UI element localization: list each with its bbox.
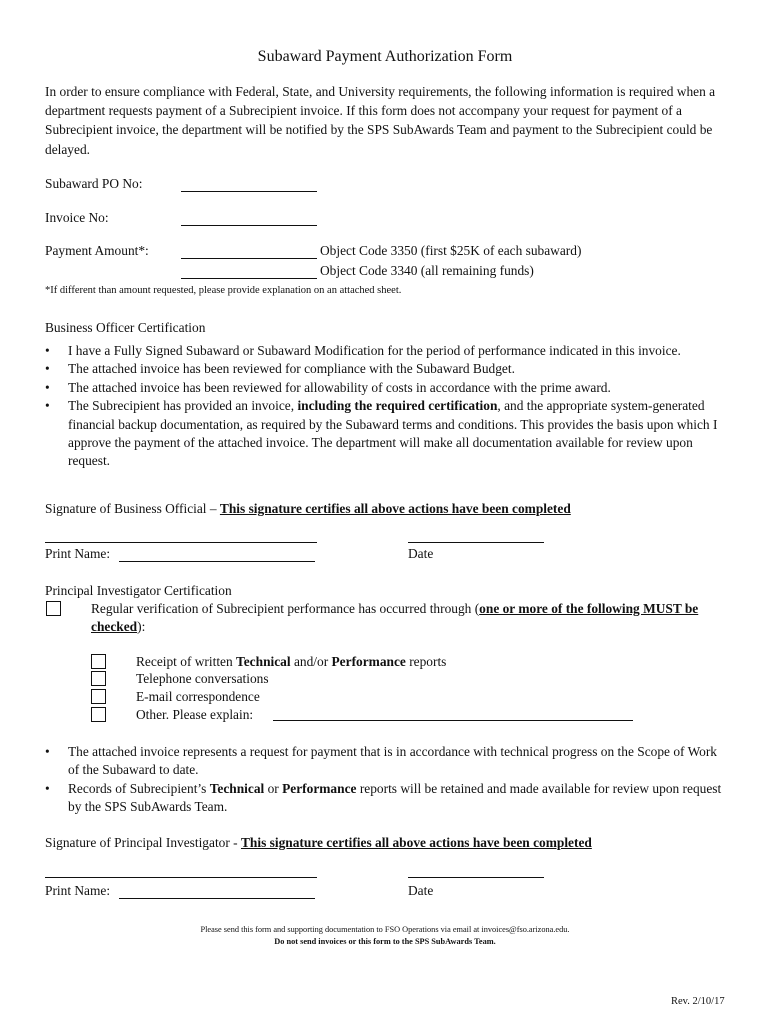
- list-item: • The attached invoice represents a request for payment that is in accordance with technical progress on the Scope of Work of the Subaward to date.: [45, 744, 717, 778]
- technical-reports-checkbox[interactable]: [91, 654, 106, 669]
- pi-date-label: Date: [408, 883, 434, 898]
- business-signature-field[interactable]: [45, 542, 317, 543]
- other-option: Other. Please explain:: [136, 707, 254, 722]
- object-code-3350-label: Object Code 3350 (first $25K of each subaward): [320, 243, 582, 258]
- business-signature-label: Signature of Business Official – This signature certifies all above actions have been completed: [45, 501, 571, 516]
- other-explain-field[interactable]: [273, 720, 633, 721]
- pi-print-name-label: Print Name:: [45, 883, 111, 898]
- list-item: • I have a Fully Signed Subaward or Subaward Modification for the period of performance indicated in this invoice.: [45, 343, 681, 358]
- pi-signature-label: Signature of Principal Investigator - This signature certifies all above actions have been completed: [45, 835, 592, 850]
- subaward-po-field[interactable]: [181, 191, 317, 192]
- pi-date-field[interactable]: [408, 877, 544, 878]
- telephone-checkbox[interactable]: [91, 671, 106, 686]
- pi-list: [45, 743, 725, 817]
- business-officer-heading: Business Officer Certification: [45, 320, 206, 335]
- invoice-no-label: Invoice No:: [45, 210, 109, 225]
- payment-amount-3340-field[interactable]: [181, 278, 317, 279]
- business-print-name-label: Print Name:: [45, 546, 111, 561]
- pi-heading: Principal Investigator Certification: [45, 583, 232, 598]
- pi-print-name-field[interactable]: [119, 898, 315, 899]
- other-checkbox[interactable]: [91, 707, 106, 722]
- list-item: • The attached invoice has been reviewed for compliance with the Subaward Budget.: [45, 361, 515, 377]
- list-item: • The attached invoice has been reviewed for allowability of costs in accordance with the prime award.: [45, 379, 611, 395]
- object-code-3340-label: Object Code 3340 (all remaining funds): [320, 263, 534, 278]
- telephone-option: Telephone conversations: [136, 671, 269, 686]
- payment-amount-3350-field[interactable]: [181, 258, 317, 259]
- form-title: Subaward Payment Authorization Form: [257, 48, 513, 65]
- intro-paragraph: In order to ensure compliance with Federal, State, and University requirements, the following information is required when a department requests payment of a Subrecipient invoice. If this form does not accompany your request for payment of a Subrecipient invoice, the department will be notified by the SPS SubAwards Team and payment to the Subrecipient could be delayed.: [45, 84, 716, 157]
- footer-warning: Do not send invoices or this form to the SPS SubAwards Team.: [274, 937, 496, 946]
- regular-verification-checkbox[interactable]: [46, 601, 61, 616]
- revision-date: Rev. 2/10/17: [671, 996, 725, 1007]
- business-officer-list: [45, 342, 725, 471]
- list-item: • Records of Subrecipient’s Technical or Performance reports will be retained and made available for review upon request by the SPS SubAwards Team.: [45, 780, 722, 815]
- business-date-label: Date: [408, 546, 434, 561]
- pi-signature-field[interactable]: [45, 877, 317, 878]
- email-option: E-mail correspondence: [136, 689, 260, 704]
- footer-send-instructions: Please send this form and supporting documentation to FSO Operations via email at invoices@fso.arizona.edu.: [200, 925, 570, 934]
- regular-verification-text: Regular verification of Subrecipient performance has occurred through (one or more of the following MUST be checked):: [91, 601, 699, 635]
- subaward-po-label: Subaward PO No:: [45, 176, 143, 191]
- business-date-field[interactable]: [408, 542, 544, 543]
- invoice-no-field[interactable]: [181, 225, 317, 226]
- payment-amount-label: Payment Amount*:: [45, 243, 149, 258]
- list-item: • The Subrecipient has provided an invoice, including the required certification, and the appropriate system-generated financial backup documentation, as required by the Subaward terms and conditions. This provides the basis upon which I approve the payment of the attached invoice. The department will make all documentation available for review upon request.: [45, 398, 718, 469]
- email-checkbox[interactable]: [91, 689, 106, 704]
- payment-footnote: *If different than amount requested, please provide explanation on an attached sheet.: [45, 285, 402, 296]
- business-print-name-field[interactable]: [119, 561, 315, 562]
- technical-reports-option: Receipt of written Technical and/or Performance reports: [136, 654, 447, 669]
